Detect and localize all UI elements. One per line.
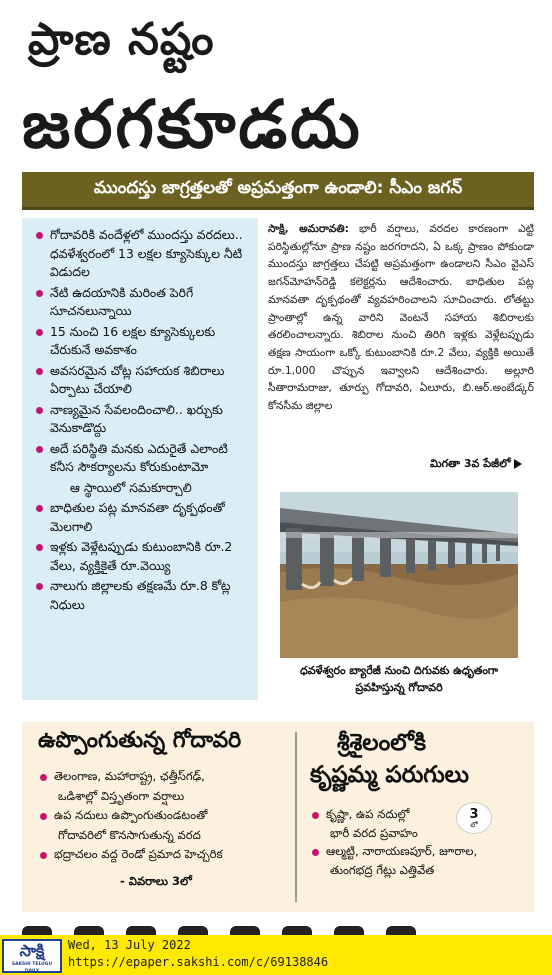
- column-divider: [295, 732, 297, 902]
- logo-text: సాక్షి: [19, 941, 45, 960]
- photo-caption: ధవళేశ్వరం బ్యారేజీ నుంచి దిగువకు ఉధృతంగా ప్రవహిస్తున్న గోదావరి: [299, 664, 499, 694]
- page-reference-suffix: లో: [470, 821, 478, 829]
- next-headline-clipped: [22, 914, 534, 936]
- krishna-subitem: తుంగభద్ర గేట్లు ఎత్తివేత: [330, 862, 435, 877]
- godavari-item: తెలంగాణ, మహారాష్ట్ర, ఛత్తీస్‌గఢ్‌,: [40, 768, 290, 785]
- continued-link[interactable]: [430, 457, 522, 473]
- highlight-item: నాణ్యమైన సేవలందించాలి.. ఖర్చుకు వెనుకాడొద్దు: [36, 401, 250, 438]
- highlight-item: నేటి ఉదయానికి మరింత పెరిగే సూచనలున్నాయి: [36, 284, 250, 321]
- godavari-subitem: ఒడిశాల్లో విస్తృతంగా వర్షాలు: [58, 788, 185, 803]
- highlights-list: [36, 226, 250, 614]
- highlight-item: ఇళ్లకు వెళ్లేటప్పుడు కుటుంబానికి రూ.2 వేలు, వ్యక్తికైతే రూ.వెయ్యి: [36, 538, 250, 575]
- edition-date: Wed, 13 July 2022: [68, 938, 191, 952]
- highlight-item: అవసరమైన చోట్ల సహాయక శిబిరాలు ఏర్పాటు చేయాలి: [36, 362, 250, 399]
- highlight-item: 15 నుంచి 16 లక్షల క్యూసెక్కులకు చేరుకునే అవకాశం: [36, 323, 250, 360]
- subheadline-banner: ముందస్తు జాగ్రత్తలతో అప్రమత్తంగా ఉండాలి: సీఎం జగన్: [22, 172, 534, 210]
- sakshi-logo[interactable]: [2, 939, 62, 973]
- barrage-photo-image: [280, 492, 518, 658]
- details-link[interactable]: - వివరాలు 3లో: [120, 874, 192, 888]
- godavari-item: ఉప నదులు ఉప్పొంగుతుండటంతో: [40, 807, 290, 824]
- continued-label: మిగతా 3వ పేజీలో: [430, 457, 511, 470]
- krishna-story-list: [312, 806, 524, 880]
- highlight-item: గోదావరికి వందేళ్లలో ముందస్తు వరదలు.. ధవళేశ్వరంలో 13 లక్షల క్యూసెక్కుల నీటి విడుదల: [36, 226, 250, 282]
- epaper-url[interactable]: https://epaper.sakshi.com/c/69138846: [68, 955, 329, 969]
- article-text: భారీ వర్షాలు, వరదల కారణంగా ఎట్టి పరిస్థితుల్లోనూ ప్రాణ నష్టం జరగరాదని, ఏ ఒక్క ప్రాణం పోకుండా ముందస్తు జాగ్రత్తలు చేపట్టి అప్రమత్తంగా ఉండాలని సీఎం వైఎస్‌ జగన్‌మోహన్‌రెడ్డి కలెక్టర్లను ఆదేశించారు. బాధితుల పట్ల మానవతా దృక్పథంతో వ్యవహరించాలని సూచించారు. లోతట్టు ప్రాంతాల్లో ఉన్న వారిని వెంటనే సహాయ శిబిరాలకు తరలించాలన్నారు. శిబిరాల నుంచి తిరిగి ఇళ్లకు వెళ్లేటప్పుడు తక్షణ సాయంగా ఒక్కో కుటుంబానికి రూ.2 వేలు, వ్యక్తికి అయితే రూ.1,000 చొప్పున ఇవ్వాలని ఆదేశించారు. అల్లూరి సీతారామరాజు, తూర్పు గోదావరి, ఏలూరు, బి.ఆర్.అంబేడ్కర్‌ కోనసీమ జిల్లాల: [268, 222, 534, 413]
- krishna-item: కృష్ణా, ఉప నదుల్లో: [312, 806, 524, 823]
- highlight-item: నాలుగు జిల్లాలకు తక్షణమే రూ.8 కోట్ల నిధులు: [36, 577, 250, 614]
- headline-line1: ప్రాణ నష్టం: [28, 14, 215, 65]
- article-dateline: సాక్షి, అమరావతి:: [268, 222, 349, 235]
- godavari-story-list: [40, 768, 290, 866]
- article-body: [268, 220, 534, 415]
- godavari-item: భద్రాచలం వద్ద రెండో ప్రమాద హెచ్చరిక: [40, 846, 290, 863]
- highlights-box: [22, 218, 258, 700]
- krishna-story-title-line1: శ్రీశైలంలోకి: [337, 730, 427, 756]
- highlight-item: బాధితుల పట్ల మానవతా దృక్పథంతో మెలగాలి: [36, 499, 250, 536]
- headline-line2: జరగకూడదు: [22, 86, 363, 163]
- highlight-subitem: ఆ స్థాయిలో సమకూర్చాలి: [70, 479, 192, 495]
- godavari-story-title: ఉప్పొంగుతున్న గోదావరి: [38, 728, 242, 753]
- arrow-right-icon: [514, 459, 522, 469]
- highlight-item: అదే పరిస్థితి మనకు ఎదురైతే ఎలాంటి కనీస సౌకర్యాలను కోరుకుంటామో: [36, 440, 250, 477]
- krishna-subitem: భారీ వరద ప్రవాహం: [330, 825, 418, 840]
- logo-subtext: SAKSHI TELUGU DAILY: [11, 962, 53, 974]
- page-reference-number: 3: [469, 807, 479, 822]
- godavari-subitem: గోదావరిలో కొనసాగుతున్న వరద: [58, 827, 201, 842]
- krishna-story-title-line2: కృష్ణమ్మ పరుగులు: [310, 762, 469, 788]
- barrage-photo: [280, 492, 518, 658]
- krishna-item: ఆల్మట్టి, నారాయణపూర్‌, జూరాల,: [312, 843, 524, 860]
